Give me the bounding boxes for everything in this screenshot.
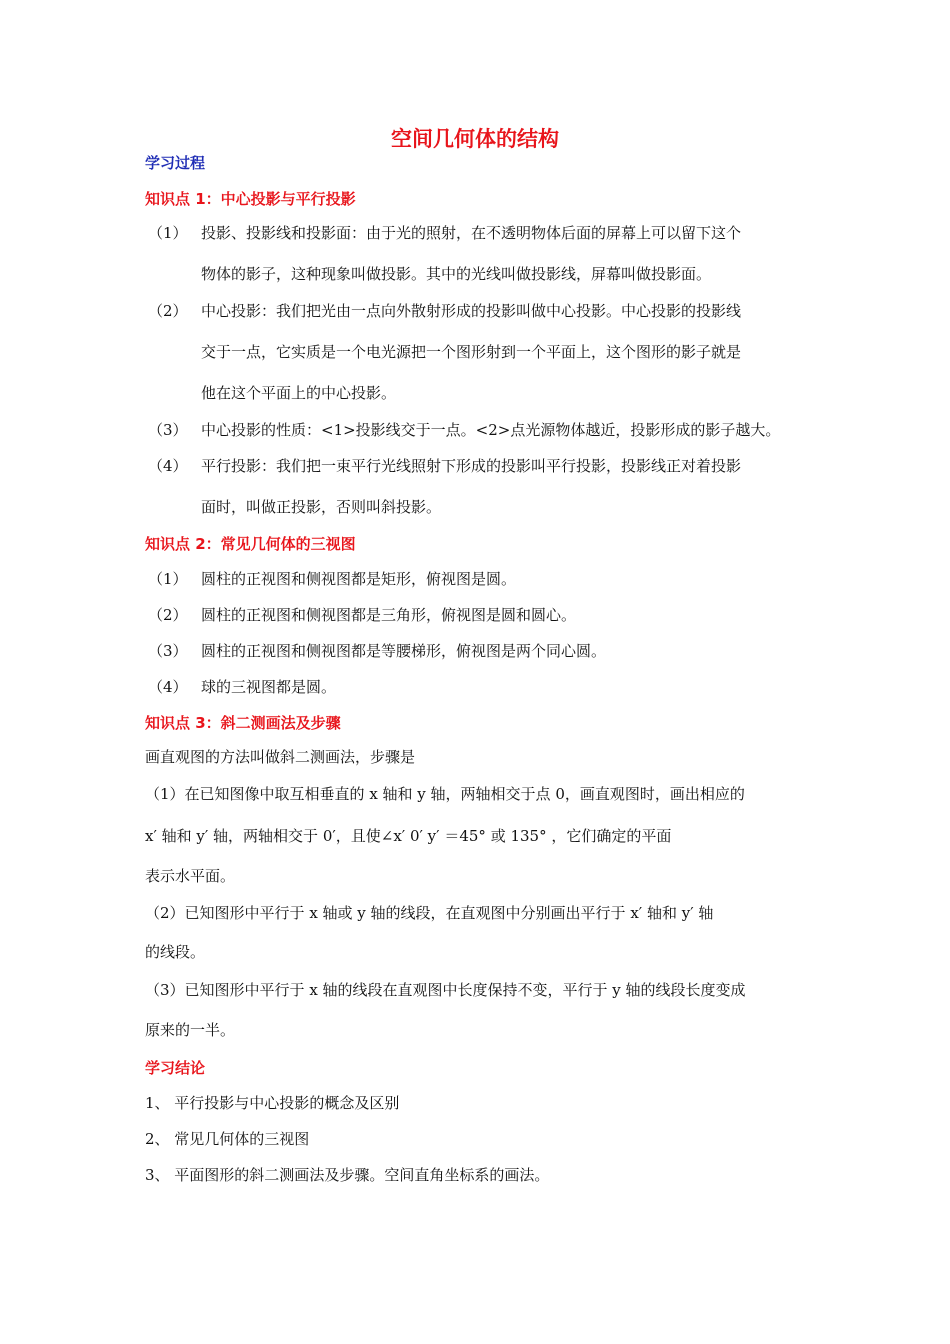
conclusion-item-3: 3、 平面图形的斜二测画法及步骤。空间直角坐标系的画法。 [145,1166,550,1184]
section-heading-process: 学习过程 [145,154,206,172]
k1-item-3-num: （3） [148,421,188,439]
k1-item-4-line-1: 平行投影：我们把一束平行光线照射下形成的投影叫平行投影，投影线正对着投影 [201,457,742,475]
section-heading-conclusion: 学习结论 [145,1059,206,1077]
conclusion-item-2: 2、 常见几何体的三视图 [145,1130,310,1148]
k1-item-3-line-1: 中心投影的性质：<1>投影线交于一点。<2>点光源物体越近，投影形成的影子越大。 [201,421,781,439]
k3-line-4: 表示水平面。 [145,867,236,885]
k2-item-2-num: （2） [148,606,188,624]
k1-item-2-line-2: 交于一点，它实质是一个电光源把一个图形射到一个平面上，这个图形的影子就是 [201,343,742,361]
k3-line-6: 的线段。 [145,943,206,961]
conclusion-item-1: 1、 平行投影与中心投影的概念及区别 [145,1094,400,1112]
k1-item-4-num: （4） [148,457,188,475]
k2-item-4-text: 球的三视图都是圆。 [201,678,337,696]
k3-line-1: 画直观图的方法叫做斜二测画法，步骤是 [145,748,416,766]
section-heading-k1: 知识点 1：中心投影与平行投影 [145,190,356,208]
k2-item-3-num: （3） [148,642,188,660]
k1-item-1-line-1: 投影、投影线和投影面：由于光的照射，在不透明物体后面的屏幕上可以留下这个 [201,224,742,242]
k3-line-7: （3）已知图形中平行于 x 轴的线段在直观图中长度保持不变，平行于 y 轴的线段长度变成 [145,981,746,999]
k3-line-5: （2）已知图形中平行于 x 轴或 y 轴的线段，在直观图中分别画出平行于 x′ 轴和 y′ 轴 [145,904,714,922]
k3-line-2: （1）在已知图像中取互相垂直的 x 轴和 y 轴，两轴相交于点 0，画直观图时，画出相应的 [145,785,745,803]
k1-item-2-num: （2） [148,302,188,320]
k3-line-8: 原来的一半。 [145,1021,236,1039]
page-title: 空间几何体的结构 [391,127,559,151]
k3-line-3: x′ 轴和 y′ 轴，两轴相交于 0′，且使∠x′ 0′ y′ ＝45° 或 135° ，它们确定的平面 [145,827,672,845]
k2-item-4-num: （4） [148,678,188,696]
k2-item-2-text: 圆柱的正视图和侧视图都是三角形，俯视图是圆和圆心。 [201,606,577,624]
k1-item-2-line-1: 中心投影：我们把光由一点向外散射形成的投影叫做中心投影。中心投影的投影线 [201,302,742,320]
section-heading-k2: 知识点 2：常见几何体的三视图 [145,535,356,553]
k1-item-1-num: （1） [148,224,188,242]
k1-item-1-line-2: 物体的影子，这种现象叫做投影。其中的光线叫做投影线，屏幕叫做投影面。 [201,265,712,283]
k2-item-3-text: 圆柱的正视图和侧视图都是等腰梯形，俯视图是两个同心圆。 [201,642,607,660]
k1-item-4-line-2: 面时，叫做正投影，否则叫斜投影。 [201,498,442,516]
k2-item-1-text: 圆柱的正视图和侧视图都是矩形，俯视图是圆。 [201,570,517,588]
k1-item-2-line-3: 他在这个平面上的中心投影。 [201,384,397,402]
k2-item-1-num: （1） [148,570,188,588]
section-heading-k3: 知识点 3：斜二测画法及步骤 [145,714,341,732]
